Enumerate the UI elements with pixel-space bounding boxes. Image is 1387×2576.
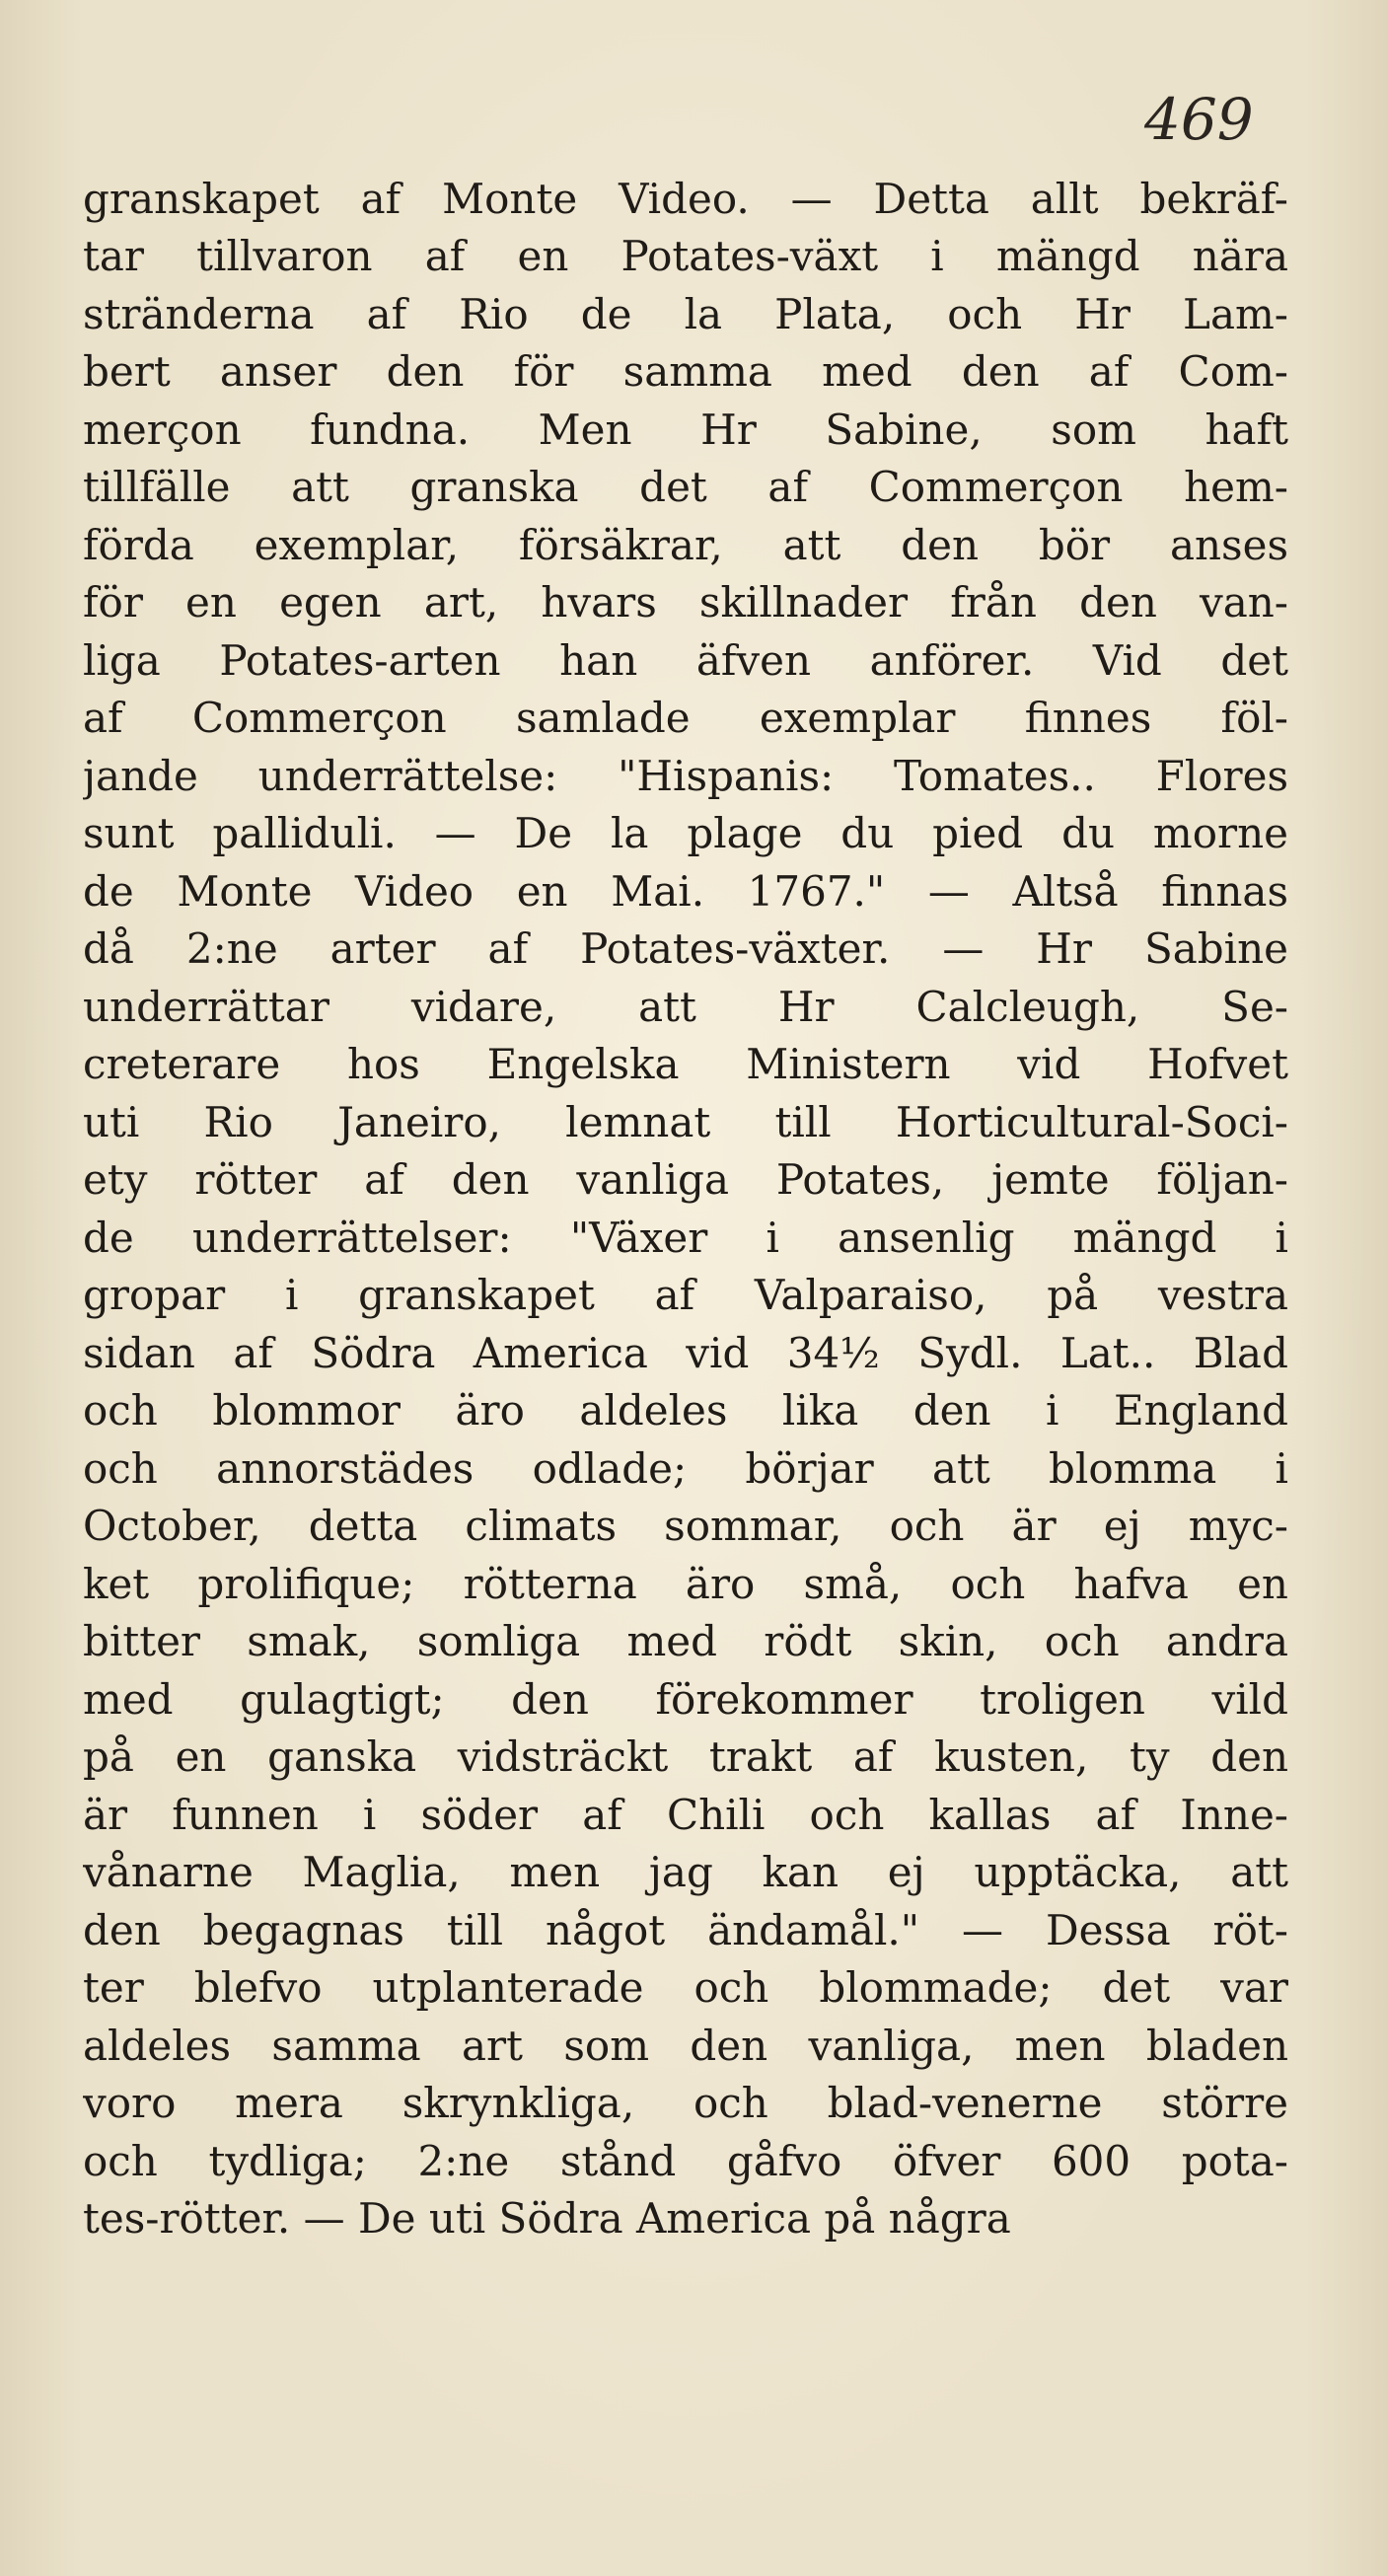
text-line: gropar i granskapet af Valparaiso, på vestra [83, 1271, 1288, 1319]
text-line: tes-rötter. — De uti Södra America på några [83, 2194, 1011, 2243]
text-line: då 2:ne arter af Potates-växter. — Hr Sabine [83, 924, 1288, 973]
text-line: liga Potates-arten han äfven anförer. Vid det [83, 636, 1288, 685]
text-line: den begagnas till något ändamål." — Dessa röt- [83, 1906, 1288, 1954]
text-line: är funnen i söder af Chili och kallas af Inne- [83, 1791, 1288, 1839]
text-line: tar tillvaron af en Potates-växt i mängd nära [83, 232, 1288, 280]
text-line: de underrättelser: "Växer i ansenlig mängd i [83, 1214, 1288, 1262]
text-line: creterare hos Engelska Ministern vid Hofvet [83, 1040, 1288, 1088]
text-line: uti Rio Janeiro, lemnat till Horticultural-Soci- [83, 1098, 1288, 1146]
text-line: och annorstädes odlade; börjar att blomma i [83, 1444, 1288, 1493]
text-line: underrättar vidare, att Hr Calcleugh, Se- [83, 983, 1288, 1031]
text-line: vånarne Maglia, men jag kan ej upptäcka, att [83, 1848, 1288, 1896]
text-line: på en ganska vidsträckt trakt af kusten, ty den [83, 1732, 1288, 1781]
text-line: October, detta climats sommar, och är ej myc- [83, 1502, 1288, 1550]
text-line: ket prolifique; rötterna äro små, och hafva en [83, 1560, 1288, 1608]
text-line: aldeles samma art som den vanliga, men bladen [83, 2022, 1288, 2070]
text-line: för en egen art, hvars skillnader från den van- [83, 578, 1288, 626]
text-line: med gulagtigt; den förekommer troligen vild [83, 1675, 1288, 1724]
text-line: voro mera skrynkliga, och blad-venerne större [83, 2079, 1288, 2127]
text-line: stränderna af Rio de la Plata, och Hr Lam- [83, 290, 1288, 338]
text-line: de Monte Video en Mai. 1767." — Altså finnas [83, 867, 1288, 916]
text-line: bitter smak, somliga med rödt skin, och andra [83, 1617, 1288, 1665]
text-line: ety rötter af den vanliga Potates, jemte följan- [83, 1155, 1288, 1204]
text-line: af Commerçon samlade exemplar finnes föl- [83, 694, 1288, 742]
text-line: merçon fundna. Men Hr Sabine, som haft [83, 405, 1288, 454]
text-line: sunt palliduli. — De la plage du pied du morne [83, 809, 1288, 857]
text-line: tillfälle att granska det af Commerçon hem- [83, 463, 1288, 511]
text-line: granskapet af Monte Video. — Detta allt bekräf- [83, 175, 1288, 223]
text-line: bert anser den för samma med den af Com- [83, 347, 1288, 396]
text-line: och tydliga; 2:ne stånd gåfvo öfver 600 pota- [83, 2137, 1288, 2185]
text-line: sidan af Södra America vid 34½ Sydl. Lat.. Blad [83, 1329, 1288, 1377]
text-line: förda exemplar, försäkrar, att den bör anses [83, 521, 1288, 569]
text-line: jande underrättelse: "Hispanis: Tomates.. Flores [83, 752, 1288, 800]
page-number: 469 [1144, 86, 1254, 153]
text-line: ter blefvo utplanterade och blommade; det var [83, 1963, 1288, 2012]
text-line: och blommor äro aldeles lika den i England [83, 1386, 1288, 1435]
